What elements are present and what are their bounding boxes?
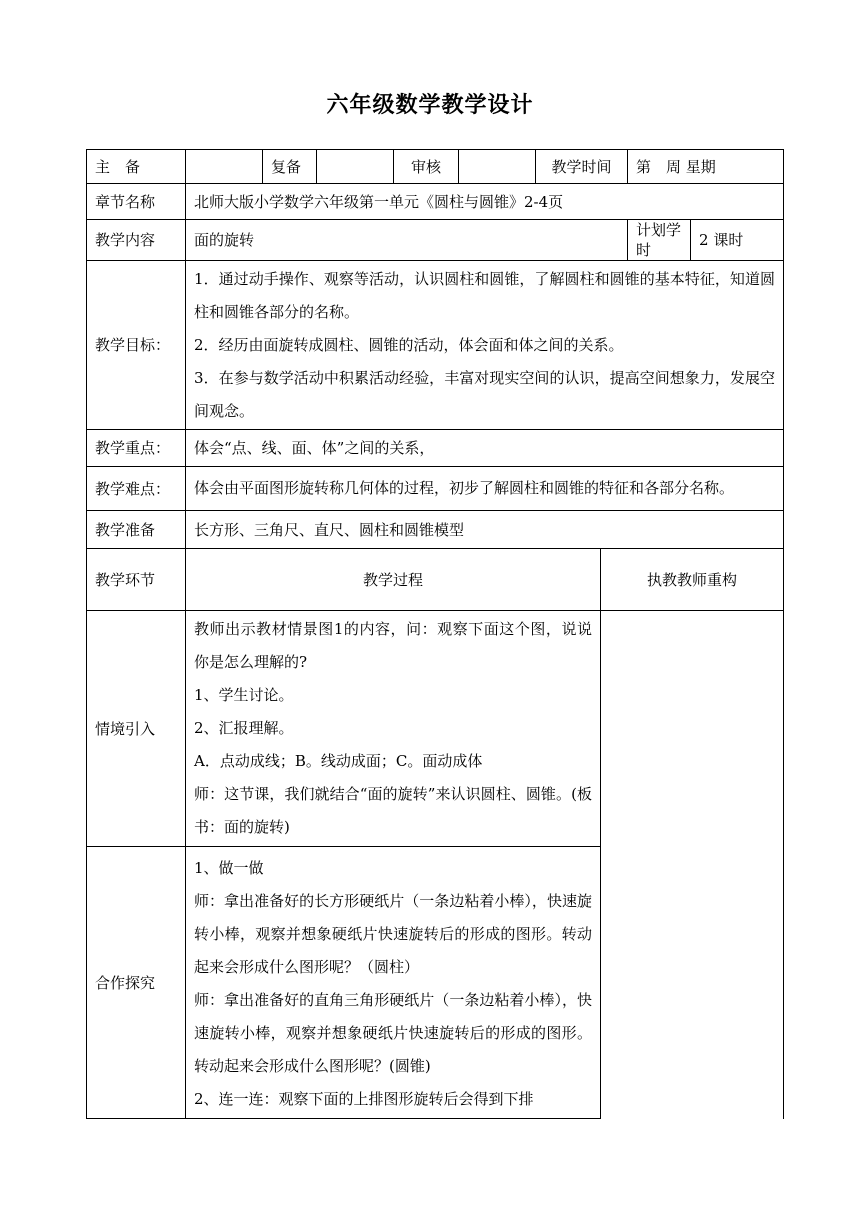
difficulties-label: 教学难点：: [87, 467, 186, 511]
stage-name: 情境引入: [87, 611, 186, 847]
key-points-row: [87, 430, 784, 467]
content-value: 面的旋转: [186, 220, 628, 261]
content-row: [87, 220, 784, 261]
stage-line: 1、学生讨论。: [194, 686, 294, 704]
stage-line: 师：拿出准备好的直角三角形硬纸片（一条边粘着小棒），快速旋转小棒，观察并想象硬纸片快速旋转后的形成的图形。转动起来会形成什么图形呢？(圆锥): [194, 990, 592, 1075]
stage-line: 教师出示教材情景图1的内容，问：观察下面这个图，说说你是怎么理解的?: [194, 620, 592, 671]
lesson-plan-table: [86, 149, 784, 1119]
objective-item: 2．经历由面旋转成圆柱、圆锥的活动，体会面和体之间的关系。: [194, 335, 624, 354]
objectives-row: [87, 261, 784, 430]
objective-item: 1．通过动手操作、观察等活动，认识圆柱和圆锥，了解圆柱和圆锥的基本特征，知道圆柱和圆锥各部分的名称。: [194, 269, 776, 321]
key-points-value: 体会“点、线、面、体”之间的关系，: [186, 430, 784, 467]
stage-row: [87, 611, 784, 847]
plan-hours-value: 2 课时: [691, 220, 784, 261]
stage-line: A．点动成线；B。线动成面；C。面动成体: [194, 752, 483, 770]
reconstruct-cell[interactable]: [601, 611, 784, 1119]
header-row: [87, 150, 784, 184]
chapter-label: 章节名称: [87, 184, 186, 220]
review1-label: 复备: [263, 150, 317, 184]
document-title: 六年级数学教学设计: [326, 93, 534, 118]
difficulties-cell: [186, 467, 784, 511]
chapter-row: [87, 184, 784, 220]
preparation-label: 教学准备: [87, 511, 186, 549]
host-value[interactable]: [186, 150, 263, 184]
stage-content: [186, 847, 601, 1119]
preparation-row: [87, 511, 784, 549]
process-header: 教学过程: [186, 549, 601, 611]
host-label: 主 备: [87, 150, 186, 184]
objective-item: 3．在参与数学活动中积累活动经验，丰富对现实空间的认识，提高空间想象力，发展空间观念。: [194, 368, 776, 420]
stage-line: 师：拿出准备好的长方形硬纸片（一条边粘着小棒），快速旋转小棒，观察并想象硬纸片快速旋转后的形成的图形。转动起来会形成什么图形呢？（圆柱）: [194, 891, 592, 976]
teaching-time-label: 教学时间: [536, 150, 628, 184]
stage-header: 教学环节: [87, 549, 186, 611]
review1-value[interactable]: [317, 150, 394, 184]
process-header-row: [87, 549, 784, 611]
reconstruct-header: 执教教师重构: [601, 549, 784, 611]
stage-content: [186, 611, 601, 847]
preparation-value: 长方形、三角尺、直尺、圆柱和圆锥模型: [186, 511, 784, 549]
chapter-value: 北师大版小学数学六年级第一单元《圆柱与圆锥》2-4页: [186, 184, 784, 220]
difficulties-value: 体会由平面图形旋转称几何体的过程，初步了解圆柱和圆锥的特征和各部分名称。: [194, 479, 735, 497]
difficulties-row: [87, 467, 784, 511]
stage-line: 2、汇报理解。: [194, 719, 294, 737]
audit-label: 审核: [394, 150, 459, 184]
stage-line: 2、连一连：观察下面的上排图形旋转后会得到下排: [194, 1089, 534, 1108]
stage-line: 1、做一做: [194, 858, 264, 877]
stage-line: 师：这节课，我们就结合“面的旋转”来认识圆柱、圆锥。(板书：面的旋转): [194, 785, 592, 836]
objectives-cell: [186, 261, 784, 430]
audit-value[interactable]: [459, 150, 536, 184]
key-points-label: 教学重点：: [87, 430, 186, 467]
content-label: 教学内容: [87, 220, 186, 261]
stage-name: 合作探究: [87, 847, 186, 1119]
teaching-time-value[interactable]: 第 周 星期: [628, 150, 784, 184]
objectives-label: 教学目标：: [87, 261, 186, 430]
plan-hours-label: 计划学时: [628, 220, 691, 261]
